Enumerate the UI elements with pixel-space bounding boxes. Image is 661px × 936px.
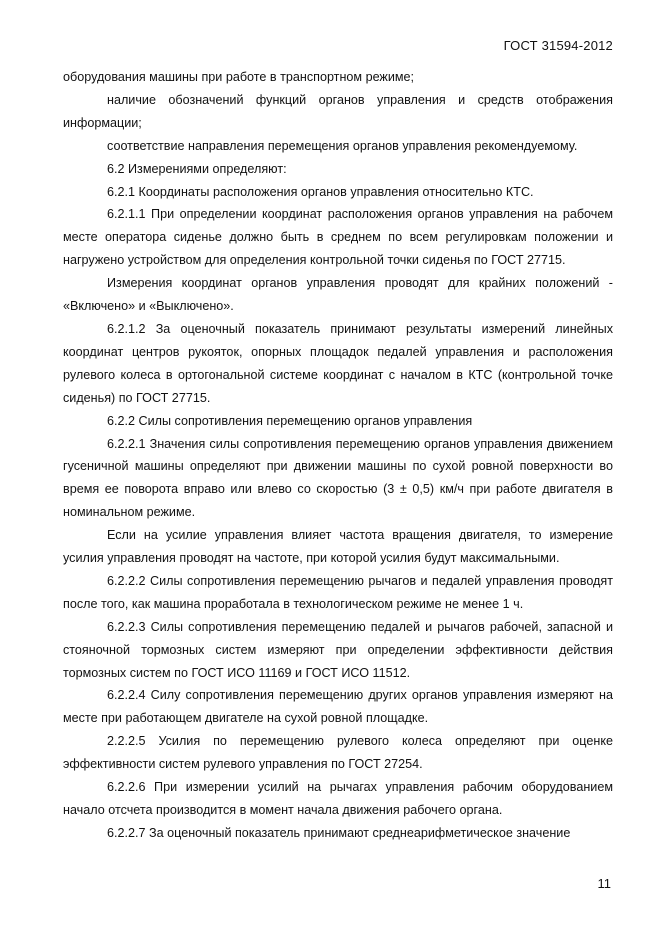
paragraph: 6.2.1.2 За оценочный показатель принимают результаты измерений линейных координат центров рукояток, опорных площадок педалей управления и расположения рулевого колеса в ортогональной системе координат с началом в КТС (контрольной точке сиденья) по ГОСТ 27715. [63, 321, 613, 405]
paragraph: 6.2.2.6 При измерении усилий на рычагах управления рабочим оборудованием начало отсчета производится в момент начала движения рабочего органа. [63, 780, 613, 817]
paragraph: Измерения координат органов управления проводят для крайних положений - «Включено» и «Выключено». [63, 276, 613, 314]
paragraph: 6.2.2.2 Силы сопротивления перемещению рычагов и педалей управления проводят после того, как машина проработала в технологическом режиме не менее 1 ч. [63, 573, 613, 611]
paragraph: оборудования машины при работе в транспортном режиме; [63, 70, 415, 84]
paragraph: 6.2.2.3 Силы сопротивления перемещению педалей и рычагов рабочей, запасной и стояночной тормозных систем измеряют при определении эффективности действия тормозных систем по ГОСТ ИСО 11169 и ГОСТ ИСО 11512. [63, 619, 613, 680]
page-number: 11 [597, 876, 611, 891]
document-header [504, 38, 613, 53]
paragraph: 2.2.2.5 Усилия по перемещению рулевого колеса определяют при оценке эффективности систем рулевого управления по ГОСТ 27254. [63, 734, 613, 772]
paragraph: 6.2.1.1 При определении координат расположения органов управления на рабочем месте оператора сиденье должно быть в среднем по всем регулировкам положении и нагружено устройством для определения контрольной точки сиденья по ГОСТ 27715. [63, 207, 613, 268]
paragraph: Если на усилие управления влияет частота вращения двигателя, то измерение усилия управления проводят на частоте, при которой усилия будут максимальными. [63, 528, 613, 566]
section-heading: 6.2.1 Координаты расположения органов управления относительно КТС. [107, 184, 534, 199]
page-footer [598, 876, 612, 891]
paragraph: 6.2.2.7 За оценочный показатель принимают среднеарифметическое значение [107, 825, 571, 840]
standard-number: ГОСТ 31594-2012 [503, 38, 613, 53]
document-body [63, 66, 613, 845]
paragraph: наличие обозначений функций органов управления и средств отображения информации; [63, 92, 613, 130]
section-heading: 6.2.2 Силы сопротивления перемещению органов управления [107, 413, 473, 428]
section-heading: 6.2 Измерениями определяют: [107, 161, 287, 176]
paragraph: соответствие направления перемещения органов управления рекомендуемому. [107, 138, 578, 153]
paragraph: 6.2.2.1 Значения силы сопротивления перемещению органов управления движением гусеничной машины определяют при движении машины по сухой ровной поверхности во время ее поворота вправо или влево со скоростью (3 ± 0,5) км/ч при работе двигателя в номинальном режиме. [63, 436, 613, 520]
paragraph: 6.2.2.4 Силу сопротивления перемещению других органов управления измеряют на месте при работающем двигателе на сухой ровной площадке. [63, 688, 613, 726]
